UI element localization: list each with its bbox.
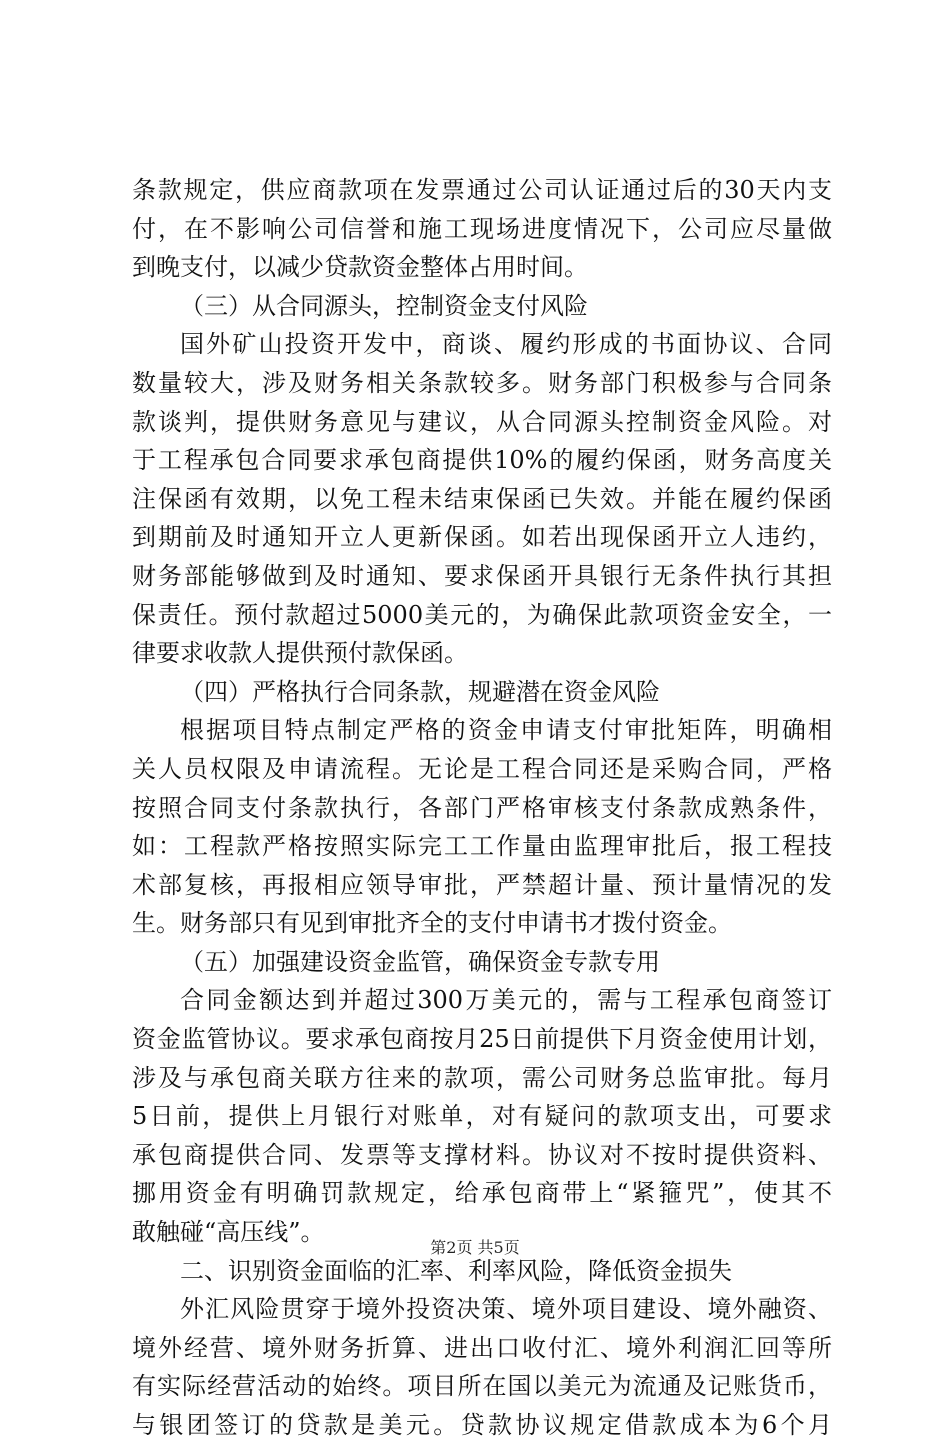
paragraph-line: 有实际经营活动的始终。项目所在国以美元为流通及记账货币， [132,1372,832,1401]
paragraph-line: 财务部能够做到及时通知、要求保函开具银行无条件执行其担 [132,561,832,590]
paragraph-line: 挪用资金有明确罚款规定，给承包商带上“紧箍咒”，使其不 [132,1179,832,1208]
paragraph-line: 5日前，提供上月银行对账单，对有疑问的款项支出，可要求 [132,1102,832,1131]
paragraph-line: 涉及与承包商关联方往来的款项，需公司财务总监审批。每月 [132,1063,832,1092]
section-heading: （四）严格执行合同条款，规避潜在资金风险 [180,677,660,706]
section-heading: （三）从合同源头，控制资金支付风险 [180,291,588,320]
paragraph-line: 与银团签订的贷款是美元。贷款协议规定借款成本为6个月 [132,1411,832,1439]
paragraph-line: 外汇风险贯穿于境外投资决策、境外项目建设、境外融资、 [180,1295,832,1324]
paragraph-line: 注保函有效期，以免工程未结束保函已失效。并能在履约保函 [132,484,832,513]
paragraph-line: 如：工程款严格按照实际完工工作量由监理审批后，报工程技 [132,832,832,861]
paragraph-line: 到期前及时通知开立人更新保函。如若出现保函开立人违约， [132,523,832,552]
paragraph-line: 承包商提供合同、发票等支撑材料。协议对不按时提供资料、 [132,1140,832,1169]
paragraph-line: 根据项目特点制定严格的资金申请支付审批矩阵，明确相 [180,716,832,745]
paragraph-line: 数量较大，涉及财务相关条款较多。财务部门积极参与合同条 [132,368,832,397]
page-footer: 第2页 共5页 [430,1238,520,1257]
paragraph-line: 到晚支付，以减少贷款资金整体占用时间。 [132,253,588,282]
paragraph-line: 敢触碰“高压线”。 [132,1218,325,1247]
section-heading: 二、识别资金面临的汇率、利率风险，降低资金损失 [180,1256,732,1285]
paragraph-line: 条款规定，供应商款项在发票通过公司认证通过后的30天内支 [132,176,832,204]
paragraph-line: 资金监管协议。要求承包商按月25日前提供下月资金使用计划， [132,1025,832,1054]
section-heading: （五）加强建设资金监管，确保资金专款专用 [180,947,660,976]
paragraph-line: 律要求收款人提供预付款保函。 [132,639,468,668]
paragraph-line: 按照合同支付条款执行，各部门严格审核支付条款成熟条件， [132,793,832,822]
paragraph-line: 境外经营、境外财务折算、进出口收付汇、境外利润汇回等所 [132,1333,832,1362]
paragraph-line: 于工程承包合同要求承包商提供10%的履约保函，财务高度关 [132,446,832,475]
paragraph-line: 保责任。预付款超过5000美元的，为确保此款项资金安全，一 [132,600,832,629]
paragraph-line: 关人员权限及申请流程。无论是工程合同还是采购合同，严格 [132,754,832,783]
paragraph-line: 付，在不影响公司信誉和施工现场进度情况下，公司应尽量做 [132,214,832,243]
paragraph-line: 国外矿山投资开发中，商谈、履约形成的书面协议、合同 [180,330,832,359]
paragraph-line: 生。财务部只有见到审批齐全的支付申请书才拨付资金。 [132,909,732,938]
paragraph-line: 合同金额达到并超过300万美元的，需与工程承包商签订 [180,986,832,1015]
paragraph-line: 术部复核，再报相应领导审批，严禁超计量、预计量情况的发 [132,870,832,899]
paragraph-line: 款谈判，提供财务意见与建议，从合同源头控制资金风险。对 [132,407,832,436]
